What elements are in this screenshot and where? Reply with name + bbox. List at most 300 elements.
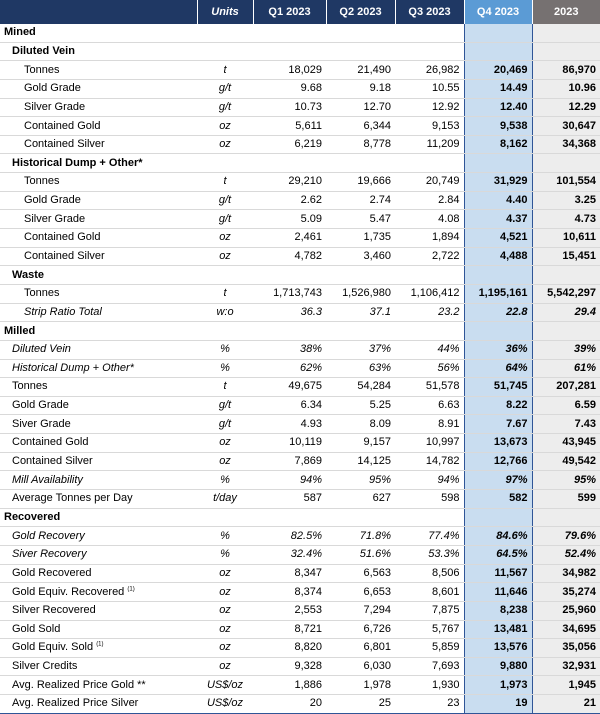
- cell-q4: 1,195,161: [464, 284, 532, 303]
- cell-q1: 2,553: [253, 601, 326, 620]
- header-row: [0, 0, 600, 24]
- cell-q3: 7,693: [395, 657, 464, 676]
- table-row: [0, 79, 600, 98]
- cell-q2: [326, 266, 395, 285]
- cell-q2: 6,344: [326, 117, 395, 136]
- row-label: [0, 657, 197, 676]
- row-label: [0, 322, 197, 341]
- row-units: oz: [197, 657, 253, 676]
- cell-year: 7.43: [532, 415, 600, 434]
- cell-q1: 7,869: [253, 452, 326, 471]
- cell-q2: 2.74: [326, 191, 395, 210]
- cell-q3: 10,997: [395, 434, 464, 453]
- row-label-text: Gold Sold: [12, 622, 61, 635]
- cell-year: 21: [532, 695, 600, 714]
- cell-q3: 9,153: [395, 117, 464, 136]
- row-label: [0, 135, 197, 154]
- cell-q4: 4.40: [464, 191, 532, 210]
- cell-q4: 9,880: [464, 657, 532, 676]
- cell-q1: 49,675: [253, 378, 326, 397]
- header-year: 2023: [532, 0, 600, 24]
- cell-q2: 63%: [326, 359, 395, 378]
- cell-q3: 1,894: [395, 229, 464, 248]
- cell-q3: 598: [395, 490, 464, 509]
- cell-q3: 8.91: [395, 415, 464, 434]
- cell-q1: 6,219: [253, 135, 326, 154]
- cell-year: 1,945: [532, 676, 600, 695]
- cell-q3: 11,209: [395, 135, 464, 154]
- cell-year: [532, 154, 600, 173]
- cell-q3: 5,859: [395, 639, 464, 658]
- table-row: [0, 452, 600, 471]
- cell-q4: [464, 24, 532, 42]
- cell-year: 30,647: [532, 117, 600, 136]
- row-units: oz: [197, 135, 253, 154]
- cell-year: 79.6%: [532, 527, 600, 546]
- header-units: Units: [197, 0, 253, 24]
- row-label: [0, 359, 197, 378]
- row-label-text: Gold Grade: [24, 82, 81, 95]
- cell-q1: 8,374: [253, 583, 326, 602]
- cell-q4: 1,973: [464, 676, 532, 695]
- cell-year: [532, 24, 600, 42]
- row-label-text: Diluted Vein: [12, 343, 71, 356]
- row-label-text: Gold Grade: [12, 399, 69, 412]
- row-label-text: Milled: [4, 324, 36, 337]
- cell-q2: 5.25: [326, 396, 395, 415]
- table-row: [0, 173, 600, 192]
- row-label: [0, 434, 197, 453]
- row-label-text: Avg. Realized Price Silver: [12, 697, 139, 710]
- table-row: [0, 527, 600, 546]
- row-label-text: Silver Grade: [24, 100, 86, 113]
- cell-q1: 9.68: [253, 79, 326, 98]
- row-units: [197, 42, 253, 61]
- cell-q3: 8,601: [395, 583, 464, 602]
- table-row: [0, 545, 600, 564]
- row-units: g/t: [197, 396, 253, 415]
- table-row: [0, 284, 600, 303]
- cell-q3: 12.92: [395, 98, 464, 117]
- row-label: [0, 42, 197, 61]
- table-row: [0, 322, 600, 341]
- cell-year: 34,982: [532, 564, 600, 583]
- header-q2: Q2 2023: [326, 0, 395, 24]
- row-units: t: [197, 61, 253, 80]
- cell-q3: 23.2: [395, 303, 464, 322]
- cell-q1: 10.73: [253, 98, 326, 117]
- cell-year: 52.4%: [532, 545, 600, 564]
- row-label-text: Diluted Vein: [12, 44, 75, 57]
- row-label-text: Contained Silver: [12, 455, 93, 468]
- row-label-text: Siver Grade: [12, 417, 71, 430]
- cell-q1: 1,713,743: [253, 284, 326, 303]
- cell-q1: 38%: [253, 340, 326, 359]
- row-units: oz: [197, 434, 253, 453]
- row-label: [0, 154, 197, 173]
- cell-q3: 8,506: [395, 564, 464, 583]
- cell-q2: 1,978: [326, 676, 395, 695]
- cell-q4: 22.8: [464, 303, 532, 322]
- row-units: [197, 322, 253, 341]
- table-row: [0, 396, 600, 415]
- cell-q2: 8,778: [326, 135, 395, 154]
- cell-year: 599: [532, 490, 600, 509]
- cell-year: 25,960: [532, 601, 600, 620]
- row-label-text: Average Tonnes per Day: [12, 492, 133, 505]
- cell-q4: [464, 266, 532, 285]
- cell-q4: [464, 42, 532, 61]
- cell-q4: 4.37: [464, 210, 532, 229]
- row-label: [0, 490, 197, 509]
- cell-year: 6.59: [532, 396, 600, 415]
- row-label: [0, 266, 197, 285]
- cell-q1: 9,328: [253, 657, 326, 676]
- row-label-text: Siver Recovery: [12, 548, 87, 561]
- row-units: oz: [197, 229, 253, 248]
- row-units: [197, 24, 253, 42]
- row-label: [0, 24, 197, 42]
- cell-q4: 12,766: [464, 452, 532, 471]
- cell-q2: 627: [326, 490, 395, 509]
- cell-q3: [395, 322, 464, 341]
- cell-q4: 13,673: [464, 434, 532, 453]
- cell-q3: [395, 266, 464, 285]
- table-row: [0, 415, 600, 434]
- row-label: [0, 676, 197, 695]
- row-units: %: [197, 527, 253, 546]
- cell-q1: [253, 24, 326, 42]
- table-row: [0, 266, 600, 285]
- row-label-text: Silver Grade: [24, 212, 86, 225]
- cell-q2: 5.47: [326, 210, 395, 229]
- cell-q4: 84.6%: [464, 527, 532, 546]
- table-row: [0, 471, 600, 490]
- cell-q3: 56%: [395, 359, 464, 378]
- row-label-text: Contained Gold: [24, 119, 101, 132]
- cell-q4: 20,469: [464, 61, 532, 80]
- cell-q2: [326, 24, 395, 42]
- cell-q3: 26,982: [395, 61, 464, 80]
- table-row: [0, 117, 600, 136]
- cell-q1: 4.93: [253, 415, 326, 434]
- row-units: t: [197, 284, 253, 303]
- row-units: oz: [197, 117, 253, 136]
- cell-q1: 32.4%: [253, 545, 326, 564]
- cell-q2: 6,653: [326, 583, 395, 602]
- row-label-text: Tonnes: [24, 287, 60, 300]
- row-label: [0, 545, 197, 564]
- table-row: [0, 695, 600, 714]
- cell-q2: 54,284: [326, 378, 395, 397]
- cell-q1: [253, 266, 326, 285]
- row-label-text: Gold Recovery: [12, 529, 85, 542]
- table-row: [0, 229, 600, 248]
- cell-q1: 8,721: [253, 620, 326, 639]
- row-label-text: Contained Gold: [24, 231, 101, 244]
- cell-q4: 31,929: [464, 173, 532, 192]
- row-label: [0, 284, 197, 303]
- cell-q4: 13,481: [464, 620, 532, 639]
- row-label: [0, 210, 197, 229]
- row-label: [0, 173, 197, 192]
- row-label-text: Silver Recovered: [12, 604, 96, 617]
- row-units: g/t: [197, 79, 253, 98]
- cell-q2: 7,294: [326, 601, 395, 620]
- cell-q2: 25: [326, 695, 395, 714]
- cell-q2: 14,125: [326, 452, 395, 471]
- cell-year: [532, 42, 600, 61]
- row-units: oz: [197, 452, 253, 471]
- cell-q3: 1,930: [395, 676, 464, 695]
- cell-q4: 4,521: [464, 229, 532, 248]
- cell-q2: 95%: [326, 471, 395, 490]
- table-row: [0, 639, 600, 658]
- cell-q2: [326, 154, 395, 173]
- row-units: [197, 154, 253, 173]
- row-units: t: [197, 173, 253, 192]
- cell-year: 101,554: [532, 173, 600, 192]
- cell-year: 10.96: [532, 79, 600, 98]
- cell-q1: 2.62: [253, 191, 326, 210]
- cell-year: 29.4: [532, 303, 600, 322]
- cell-q1: 5,611: [253, 117, 326, 136]
- cell-q1: 94%: [253, 471, 326, 490]
- cell-q1: 587: [253, 490, 326, 509]
- cell-q4: 11,646: [464, 583, 532, 602]
- row-units: oz: [197, 601, 253, 620]
- row-label-text: Tonnes: [12, 380, 48, 393]
- row-label-text: Waste: [12, 268, 44, 281]
- table-row: [0, 508, 600, 527]
- cell-q3: 2.84: [395, 191, 464, 210]
- cell-q1: 4,782: [253, 247, 326, 266]
- cell-q2: 6,030: [326, 657, 395, 676]
- cell-q4: 64.5%: [464, 545, 532, 564]
- row-label-text: Historical Dump + Other*: [12, 361, 134, 374]
- row-units: oz: [197, 583, 253, 602]
- cell-year: 15,451: [532, 247, 600, 266]
- cell-year: 43,945: [532, 434, 600, 453]
- row-units: oz: [197, 639, 253, 658]
- cell-q1: [253, 42, 326, 61]
- cell-year: 32,931: [532, 657, 600, 676]
- table-row: [0, 42, 600, 61]
- cell-q2: 9,157: [326, 434, 395, 453]
- cell-q3: 5,767: [395, 620, 464, 639]
- row-label-text: Strip Ratio Total: [24, 305, 102, 318]
- cell-q4: 14.49: [464, 79, 532, 98]
- cell-q4: 97%: [464, 471, 532, 490]
- row-label-text: Gold Equiv. Sold: [12, 641, 94, 654]
- cell-q3: 4.08: [395, 210, 464, 229]
- row-units: oz: [197, 620, 253, 639]
- cell-q4: 36%: [464, 340, 532, 359]
- cell-q2: [326, 508, 395, 527]
- cell-q3: 1,106,412: [395, 284, 464, 303]
- row-units: [197, 508, 253, 527]
- cell-year: 3.25: [532, 191, 600, 210]
- row-label-text: Contained Silver: [24, 250, 105, 262]
- row-units: t/day: [197, 490, 253, 509]
- table-row: [0, 359, 600, 378]
- cell-q3: 20,749: [395, 173, 464, 192]
- table-row: [0, 154, 600, 173]
- cell-q2: 12.70: [326, 98, 395, 117]
- cell-q1: 62%: [253, 359, 326, 378]
- table-row: [0, 98, 600, 117]
- cell-q4: 582: [464, 490, 532, 509]
- cell-year: 61%: [532, 359, 600, 378]
- table-row: [0, 24, 600, 42]
- cell-q1: 36.3: [253, 303, 326, 322]
- row-units: g/t: [197, 191, 253, 210]
- cell-year: 35,274: [532, 583, 600, 602]
- row-label: [0, 508, 197, 527]
- cell-year: 10,611: [532, 229, 600, 248]
- row-label: [0, 583, 197, 602]
- cell-q1: 10,119: [253, 434, 326, 453]
- row-units: oz: [197, 247, 253, 266]
- row-label: [0, 340, 197, 359]
- header-q1: Q1 2023: [253, 0, 326, 24]
- cell-q3: 77.4%: [395, 527, 464, 546]
- cell-q2: 3,460: [326, 247, 395, 266]
- cell-q3: 14,782: [395, 452, 464, 471]
- cell-q3: [395, 24, 464, 42]
- cell-q2: 71.8%: [326, 527, 395, 546]
- cell-year: 34,695: [532, 620, 600, 639]
- cell-year: 35,056: [532, 639, 600, 658]
- cell-q4: 64%: [464, 359, 532, 378]
- row-label: [0, 695, 197, 714]
- cell-q2: [326, 322, 395, 341]
- row-units: %: [197, 545, 253, 564]
- cell-q2: 8.09: [326, 415, 395, 434]
- cell-q4: 13,576: [464, 639, 532, 658]
- cell-q4: 12.40: [464, 98, 532, 117]
- footnote-marker: (1): [127, 585, 135, 592]
- cell-q3: 10.55: [395, 79, 464, 98]
- cell-q2: 6,801: [326, 639, 395, 658]
- header-label: [0, 0, 197, 24]
- row-label-text: Tonnes: [24, 63, 60, 76]
- cell-year: [532, 322, 600, 341]
- cell-q3: [395, 42, 464, 61]
- cell-q2: 6,563: [326, 564, 395, 583]
- cell-q4: 51,745: [464, 378, 532, 397]
- row-label: [0, 98, 197, 117]
- cell-q4: 11,567: [464, 564, 532, 583]
- cell-q1: 29,210: [253, 173, 326, 192]
- row-label: [0, 620, 197, 639]
- cell-year: 207,281: [532, 378, 600, 397]
- cell-q3: [395, 154, 464, 173]
- cell-q1: 8,820: [253, 639, 326, 658]
- row-label-text: Mined: [4, 26, 36, 39]
- cell-q4: 8,162: [464, 135, 532, 154]
- table-row: [0, 583, 600, 602]
- row-label: [0, 79, 197, 98]
- cell-q3: 44%: [395, 340, 464, 359]
- cell-q3: 6.63: [395, 396, 464, 415]
- cell-q2: [326, 42, 395, 61]
- row-label: [0, 61, 197, 80]
- cell-q1: [253, 154, 326, 173]
- cell-q3: 51,578: [395, 378, 464, 397]
- cell-year: 12.29: [532, 98, 600, 117]
- row-label-text: Tonnes: [24, 175, 60, 188]
- table-row: [0, 61, 600, 80]
- row-label-text: Avg. Realized Price Gold **: [12, 678, 146, 691]
- row-units: US$/oz: [197, 676, 253, 695]
- cell-year: 49,542: [532, 452, 600, 471]
- cell-year: 39%: [532, 340, 600, 359]
- cell-q4: 19: [464, 695, 532, 714]
- table-row: [0, 620, 600, 639]
- row-label-text: Gold Equiv. Recovered: [12, 585, 125, 598]
- table-row: [0, 657, 600, 676]
- cell-q2: 19,666: [326, 173, 395, 192]
- row-label-text: Recovered: [4, 510, 61, 523]
- row-label: [0, 564, 197, 583]
- table-body: [0, 24, 600, 713]
- row-units: g/t: [197, 415, 253, 434]
- cell-q3: 2,722: [395, 247, 464, 266]
- cell-q2: 1,735: [326, 229, 395, 248]
- row-units: %: [197, 340, 253, 359]
- row-units: %: [197, 359, 253, 378]
- row-label: [0, 191, 197, 210]
- row-units: oz: [197, 564, 253, 583]
- row-units: w:o: [197, 303, 253, 322]
- row-label: [0, 471, 197, 490]
- cell-year: 95%: [532, 471, 600, 490]
- cell-q3: 94%: [395, 471, 464, 490]
- cell-q2: 9.18: [326, 79, 395, 98]
- cell-q1: 1,886: [253, 676, 326, 695]
- row-label: [0, 378, 197, 397]
- footnote-marker: (1): [96, 641, 104, 648]
- cell-q3: 23: [395, 695, 464, 714]
- cell-q1: [253, 508, 326, 527]
- cell-q3: [395, 508, 464, 527]
- cell-q4: 4,488: [464, 247, 532, 266]
- row-label: [0, 639, 197, 658]
- table-row: [0, 340, 600, 359]
- table-row: [0, 303, 600, 322]
- header-q4: Q4 2023: [464, 0, 532, 24]
- cell-q4: [464, 508, 532, 527]
- row-label: [0, 452, 197, 471]
- cell-year: [532, 266, 600, 285]
- row-units: g/t: [197, 210, 253, 229]
- table-row: [0, 378, 600, 397]
- cell-q2: 21,490: [326, 61, 395, 80]
- table-row: [0, 564, 600, 583]
- table-row: [0, 210, 600, 229]
- row-units: t: [197, 378, 253, 397]
- cell-q4: 7.67: [464, 415, 532, 434]
- row-label: [0, 396, 197, 415]
- cell-q1: 82.5%: [253, 527, 326, 546]
- cell-q4: 9,538: [464, 117, 532, 136]
- table-row: [0, 601, 600, 620]
- cell-q3: 53.3%: [395, 545, 464, 564]
- cell-q1: 8,347: [253, 564, 326, 583]
- row-label-text: Gold Recovered: [12, 566, 92, 579]
- table-row: [0, 247, 600, 266]
